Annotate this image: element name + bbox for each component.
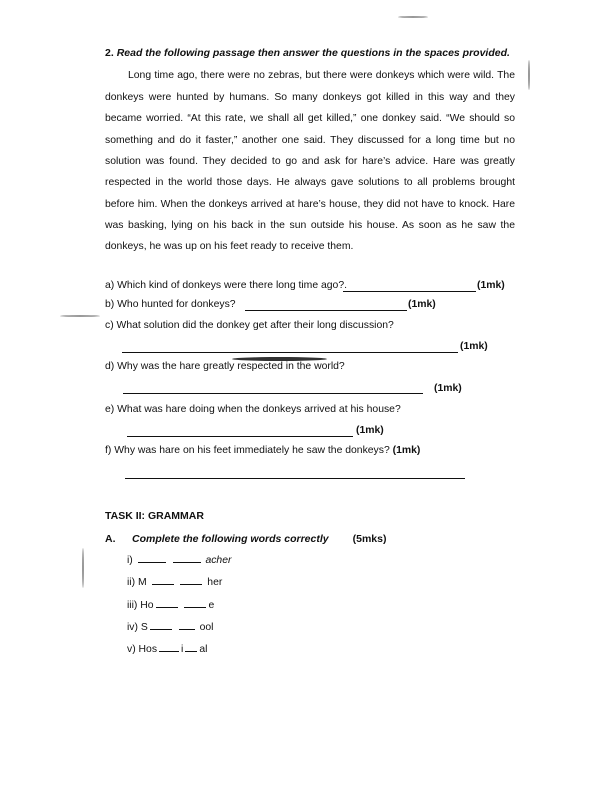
question-a: a) Which kind of donkeys were there long time ago?. xyxy=(105,280,347,291)
scan-speck xyxy=(398,16,428,18)
marks-e: (1mk) xyxy=(356,425,384,436)
item-middle: i xyxy=(181,644,184,655)
passage-line: something and do it faster,” another one said. They discussed for a long time but no xyxy=(105,135,515,146)
scan-speck xyxy=(60,315,100,317)
marks-c: (1mk) xyxy=(460,341,488,352)
word-item xyxy=(127,577,222,588)
passage-line: donkeys were hunted by humans. So many donkeys got killed in this way and they xyxy=(105,92,515,103)
answer-line-f[interactable] xyxy=(125,478,465,479)
marks-f: (1mk) xyxy=(392,445,421,456)
item-label: v) Hos xyxy=(127,644,158,655)
section-instruction xyxy=(105,47,510,59)
passage-line: was basking, lying on his back in the sun outside his house. As soon as he saw the xyxy=(105,220,515,231)
word-item xyxy=(127,600,214,611)
blank[interactable] xyxy=(152,583,174,585)
scan-speck xyxy=(528,60,530,90)
answer-line-e[interactable] xyxy=(127,436,353,437)
item-label: iii) Ho xyxy=(127,600,154,611)
blank[interactable] xyxy=(179,628,195,630)
question-f-text: f) Why was hare on his feet immediately he saw the donkeys? xyxy=(105,445,390,456)
marks-b: (1mk) xyxy=(408,299,436,310)
marks-a: (1mk) xyxy=(477,280,505,291)
answer-line-c[interactable] xyxy=(122,352,458,353)
blank[interactable] xyxy=(173,561,201,563)
question-e: e) What was hare doing when the donkeys arrived at his house? xyxy=(105,404,401,415)
section-a-label: A. xyxy=(105,533,116,545)
section-number: 2. xyxy=(105,47,114,59)
instruction-text: Read the following passage then answer the questions in the spaces provided. xyxy=(116,47,510,59)
blank[interactable] xyxy=(138,561,166,563)
passage-line: solution was found. They decided to go and ask for hare’s advice. Hare was greatly xyxy=(105,156,515,167)
blank[interactable] xyxy=(185,650,197,652)
blank[interactable] xyxy=(180,583,202,585)
item-suffix: her xyxy=(207,577,223,588)
passage-line: donkeys, he was up on his feet ready to receive them. xyxy=(105,241,354,252)
task-title: TASK II: GRAMMAR xyxy=(105,510,204,522)
answer-line-d[interactable] xyxy=(123,393,423,394)
question-d: d) Why was the hare greatly respected in the world? xyxy=(105,361,345,372)
item-label: ii) M xyxy=(127,577,147,588)
question-c: c) What solution did the donkey get after their long discussion? xyxy=(105,320,394,331)
question-f xyxy=(105,445,420,456)
word-item xyxy=(127,555,231,566)
word-item xyxy=(127,644,207,655)
marks-d: (1mk) xyxy=(434,383,462,394)
answer-line-b[interactable] xyxy=(245,310,407,311)
section-a-header xyxy=(105,533,386,545)
blank[interactable] xyxy=(159,650,179,652)
item-suffix: e xyxy=(208,600,215,611)
blank[interactable] xyxy=(184,606,206,608)
blank[interactable] xyxy=(150,628,172,630)
section-a-marks: (5mks) xyxy=(352,533,387,545)
passage-line: respected in the world those days. He always gave solutions to all problems brought xyxy=(105,177,515,188)
passage-line: before him. When the donkeys arrived at hare’s house, they did not have to knock. Hare xyxy=(105,199,515,210)
item-suffix: acher xyxy=(205,555,232,566)
word-item xyxy=(127,622,213,633)
item-suffix: ool xyxy=(199,622,214,633)
passage-line: became worried. “At this rate, we shall all get killed,” one donkey said. “We should so xyxy=(105,113,515,124)
section-a-instruction: Complete the following words correctly xyxy=(132,533,329,545)
blank[interactable] xyxy=(156,606,178,608)
item-label: iv) S xyxy=(127,622,148,633)
item-suffix: al xyxy=(199,644,208,655)
scan-speck xyxy=(82,548,84,588)
question-b: b) Who hunted for donkeys? xyxy=(105,299,236,310)
answer-line-a[interactable] xyxy=(343,291,476,292)
passage-line: Long time ago, there were no zebras, but there were donkeys which were wild. The xyxy=(128,70,515,81)
item-label: i) xyxy=(127,555,133,566)
scan-smudge xyxy=(232,357,327,361)
